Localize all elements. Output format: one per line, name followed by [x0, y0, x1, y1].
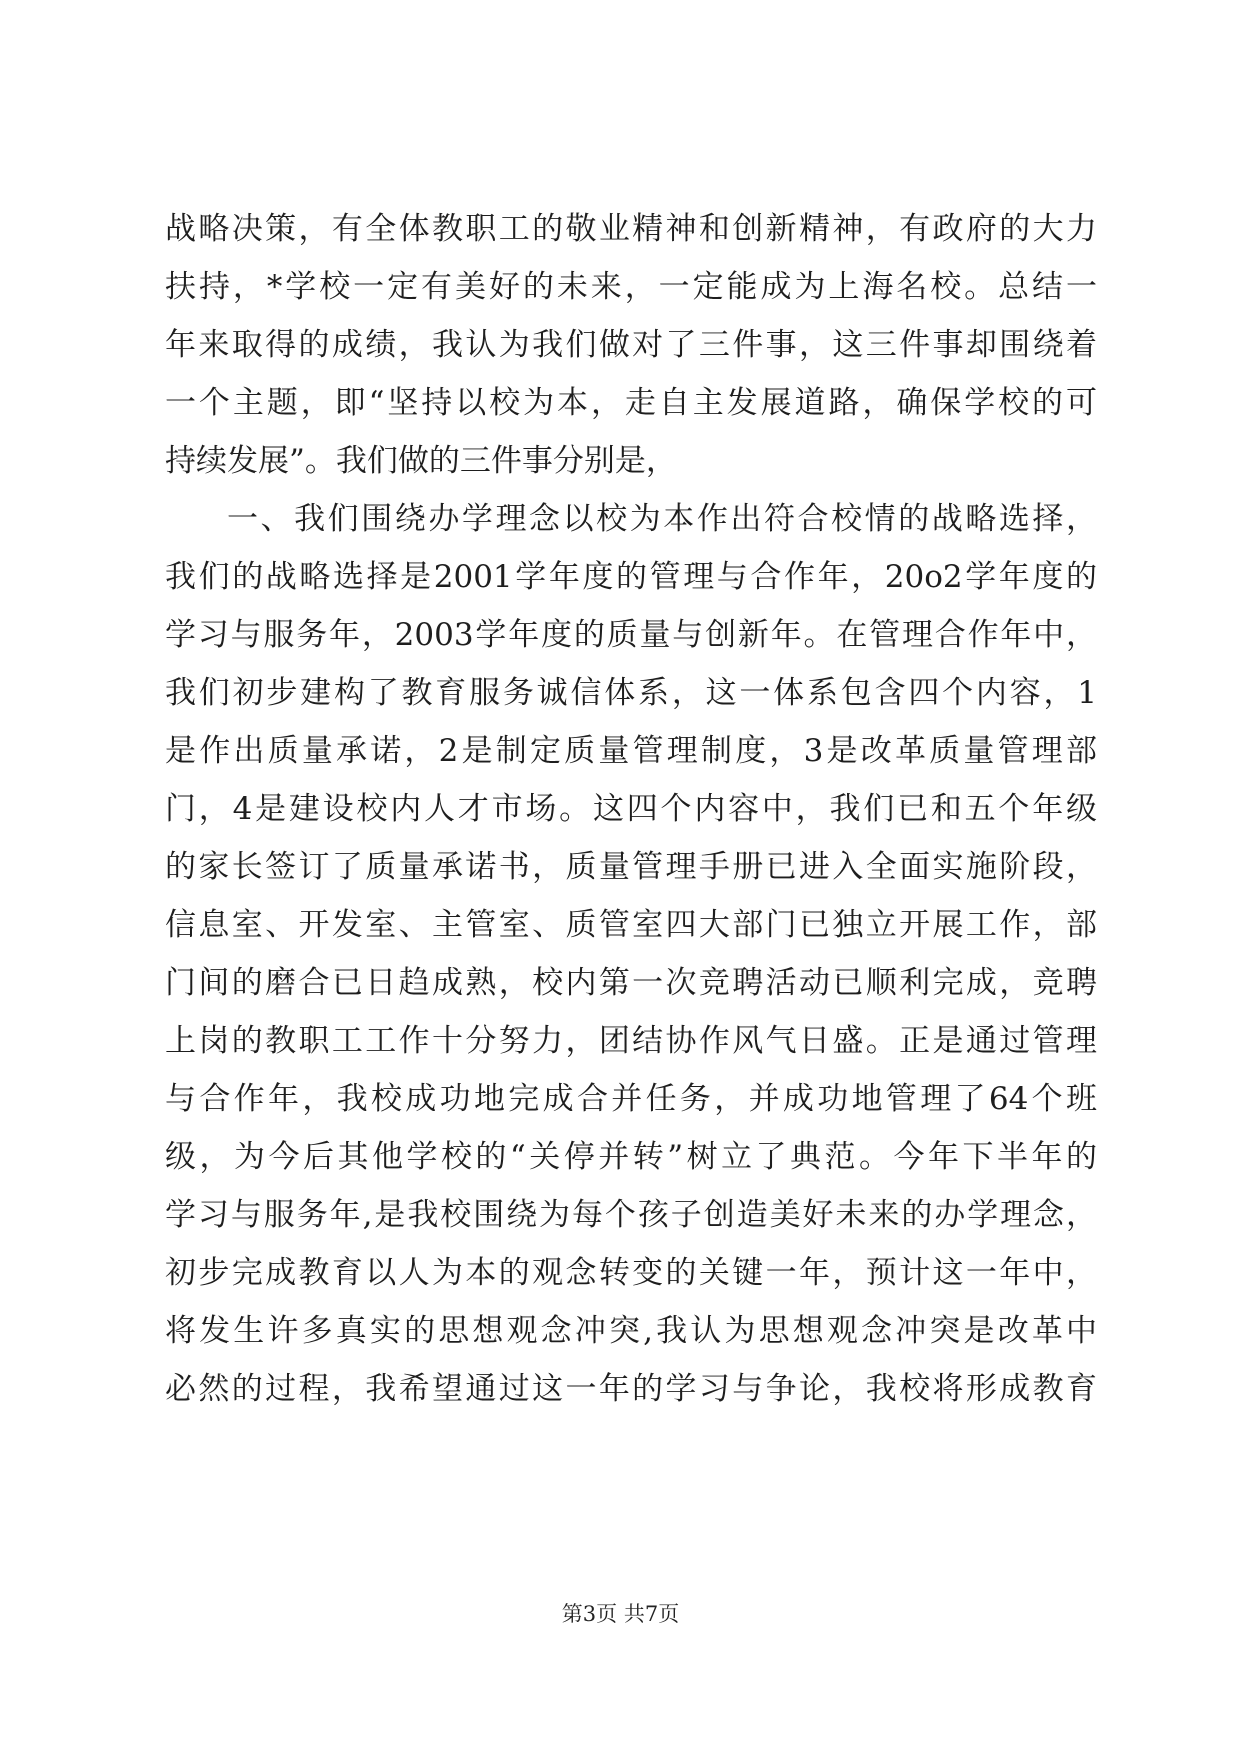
text-line: 与合作年，我校成功地完成合并任务，并成功地管理了64个班	[165, 1081, 1097, 1117]
text-line: 一、我们围绕办学理念以校为本作出符合校情的战略选择，	[227, 501, 1097, 537]
text-line: 门，4是建设校内人才市场。这四个内容中，我们已和五个年级	[165, 791, 1097, 827]
text-line: 上岗的教职工工作十分努力，团结协作风气日盛。正是通过管理	[165, 1023, 1097, 1059]
text-line: 初步完成教育以人为本的观念转变的关键一年，预计这一年中，	[165, 1255, 1097, 1291]
text-line: 我们的战略选择是2001学年度的管理与合作年，20o2学年度的	[165, 559, 1097, 595]
text-line: 战略决策，有全体教职工的敬业精神和创新精神，有政府的大力	[165, 211, 1097, 247]
text-line: 学习与服务年,是我校围绕为每个孩子创造美好未来的办学理念，	[165, 1197, 1097, 1233]
page-number-footer: 第3页 共7页	[561, 1602, 680, 1626]
text-line: 学习与服务年，2003学年度的质量与创新年。在管理合作年中，	[165, 617, 1097, 653]
text-line: 一个主题，即“坚持以校为本，走自主发展道路，确保学校的可	[165, 385, 1097, 421]
text-line: 级，为今后其他学校的“关停并转”树立了典范。今年下半年的	[165, 1139, 1097, 1175]
text-line: 我们初步建构了教育服务诚信体系，这一体系包含四个内容，1	[165, 675, 1097, 711]
text-line: 信息室、开发室、主管室、质管室四大部门已独立开展工作，部	[165, 907, 1097, 943]
text-line: 必然的过程，我希望通过这一年的学习与争论，我校将形成教育	[165, 1371, 1097, 1407]
body-text	[165, 200, 1097, 1418]
text-line: 将发生许多真实的思想观念冲突,我认为思想观念冲突是改革中	[165, 1313, 1097, 1349]
text-line: 门间的磨合已日趋成熟，校内第一次竞聘活动已顺利完成，竞聘	[165, 965, 1097, 1001]
text-line: 的家长签订了质量承诺书，质量管理手册已进入全面实施阶段，	[165, 849, 1097, 885]
text-line: 持续发展”。我们做的三件事分别是，	[165, 443, 677, 479]
text-line: 扶持，*学校一定有美好的未来，一定能成为上海名校。总结一	[165, 269, 1097, 305]
text-line: 是作出质量承诺，2是制定质量管理制度，3是改革质量管理部	[165, 733, 1097, 769]
text-line: 年来取得的成绩，我认为我们做对了三件事，这三件事却围绕着	[165, 327, 1097, 363]
